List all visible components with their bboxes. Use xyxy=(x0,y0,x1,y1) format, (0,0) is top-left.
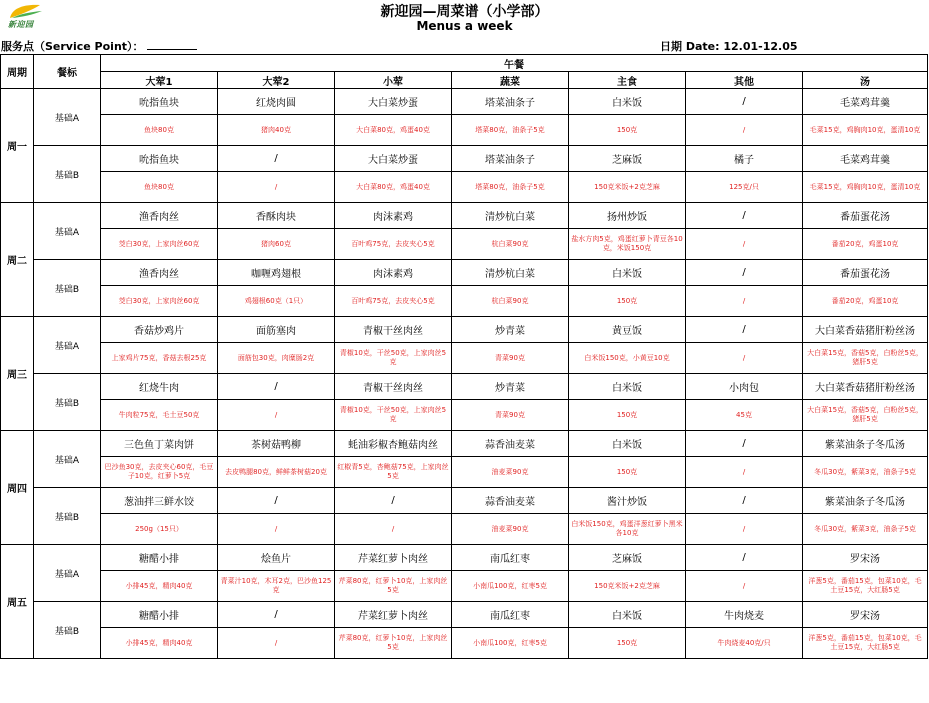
dish-cell: 白米饭 xyxy=(569,431,686,457)
ingredient-detail-cell: 上家鸡片75克，香菇去根25克 xyxy=(101,343,218,374)
standard-cell: 基础B xyxy=(34,488,101,545)
dish-cell: / xyxy=(218,146,335,172)
dish-row xyxy=(1,488,928,514)
ingredient-detail-cell: 大白菜15克，香菇5克，白粉丝5克，猪肝5克 xyxy=(803,343,928,374)
ingredient-detail-cell: 巴沙鱼30克，去皮夹心60克，毛豆子10克，红萝卜5克 xyxy=(101,457,218,488)
dish-cell: 芹菜红萝卜肉丝 xyxy=(335,602,452,628)
dish-cell: 蚝油彩椒杏鲍菇肉丝 xyxy=(335,431,452,457)
dish-cell: 扬州炒饭 xyxy=(569,203,686,229)
ingredient-detail-cell: / xyxy=(686,115,803,146)
dish-cell: 紫菜油条子冬瓜汤 xyxy=(803,431,928,457)
detail-row xyxy=(1,343,928,374)
dish-cell: 大白菜香菇猪肝粉丝汤 xyxy=(803,374,928,400)
ingredient-detail-cell: / xyxy=(218,628,335,659)
dish-cell: 红烧牛肉 xyxy=(101,374,218,400)
detail-row xyxy=(1,457,928,488)
detail-row xyxy=(1,571,928,602)
weekly-menu-table xyxy=(0,54,928,659)
ingredient-detail-cell: 茭白30克，上家肉丝60克 xyxy=(101,286,218,317)
ingredient-detail-cell: 芹菜80克，红萝卜10克，上家肉丝5克 xyxy=(335,571,452,602)
standard-cell: 基础B xyxy=(34,146,101,203)
dish-cell: 牛肉烧麦 xyxy=(686,602,803,628)
ingredient-detail-cell: 去皮鸭腿80克，鲜鲜茶树菇20克 xyxy=(218,457,335,488)
date-range xyxy=(660,38,798,54)
ingredient-detail-cell: 猪肉60克 xyxy=(218,229,335,260)
dish-cell: 番茄蛋花汤 xyxy=(803,203,928,229)
ingredient-detail-cell: 白米饭150克，鸡蛋洋葱红萝卜黑米各10克 xyxy=(569,514,686,545)
header-column: 大荤1 xyxy=(101,72,218,89)
dish-row xyxy=(1,545,928,571)
header-column: 其他 xyxy=(686,72,803,89)
ingredient-detail-cell: / xyxy=(218,514,335,545)
ingredient-detail-cell: 150克 xyxy=(569,400,686,431)
ingredient-detail-cell: / xyxy=(686,457,803,488)
date-label: 日期 Date: xyxy=(660,40,720,53)
detail-row xyxy=(1,115,928,146)
dish-cell: 糖醋小排 xyxy=(101,602,218,628)
dish-cell: 南瓜红枣 xyxy=(452,602,569,628)
ingredient-detail-cell: / xyxy=(686,343,803,374)
ingredient-detail-cell: 青椒10克，干丝50克，上家肉丝5克 xyxy=(335,343,452,374)
detail-row xyxy=(1,229,928,260)
header-lunch: 午餐 xyxy=(101,55,928,72)
dish-cell: 茶树菇鸭柳 xyxy=(218,431,335,457)
ingredient-detail-cell: 大白菜15克，香菇5克，白粉丝5克，猪肝5克 xyxy=(803,400,928,431)
ingredient-detail-cell: 牛肉粒75克，毛土豆50克 xyxy=(101,400,218,431)
dish-cell: 芝麻饭 xyxy=(569,146,686,172)
detail-row xyxy=(1,400,928,431)
ingredient-detail-cell: 油麦菜90克 xyxy=(452,457,569,488)
dish-cell: 青椒干丝肉丝 xyxy=(335,374,452,400)
ingredient-detail-cell: 百叶鸡75克，去皮夹心5克 xyxy=(335,286,452,317)
ingredient-detail-cell: 小南瓜100克，红枣5克 xyxy=(452,571,569,602)
dish-cell: 小肉包 xyxy=(686,374,803,400)
detail-row xyxy=(1,172,928,203)
dish-cell: / xyxy=(218,488,335,514)
header-column: 小荤 xyxy=(335,72,452,89)
ingredient-detail-cell: 油麦菜90克 xyxy=(452,514,569,545)
ingredient-detail-cell: 150克 xyxy=(569,115,686,146)
standard-cell: 基础A xyxy=(34,545,101,602)
header-week: 周期 xyxy=(1,55,34,89)
dish-row xyxy=(1,317,928,343)
dish-cell: 炒青菜 xyxy=(452,317,569,343)
dish-cell: 大白菜香菇猪肝粉丝汤 xyxy=(803,317,928,343)
dish-row xyxy=(1,431,928,457)
dish-cell: / xyxy=(686,488,803,514)
day-cell: 周一 xyxy=(1,89,34,203)
ingredient-detail-cell: 小南瓜100克，红枣5克 xyxy=(452,628,569,659)
dish-cell: 毛菜鸡茸羹 xyxy=(803,89,928,115)
dish-cell: 清炒杭白菜 xyxy=(452,260,569,286)
ingredient-detail-cell: 大白菜80克，鸡蛋40克 xyxy=(335,172,452,203)
date-value: 12.01-12.05 xyxy=(723,40,798,53)
dish-cell: 南瓜红枣 xyxy=(452,545,569,571)
header-column: 蔬菜 xyxy=(452,72,569,89)
ingredient-detail-cell: 青椒10克，干丝50克，上家肉丝5克 xyxy=(335,400,452,431)
page-title: 新迎园—周菜谱（小学部） xyxy=(380,4,549,20)
detail-row xyxy=(1,514,928,545)
day-cell: 周二 xyxy=(1,203,34,317)
ingredient-detail-cell: 小排45克，精肉40克 xyxy=(101,628,218,659)
ingredient-detail-cell: 125克/只 xyxy=(686,172,803,203)
ingredient-detail-cell: / xyxy=(335,514,452,545)
dish-cell: 吮指鱼块 xyxy=(101,89,218,115)
dish-row xyxy=(1,203,928,229)
ingredient-detail-cell: 塔菜80克，油条子5克 xyxy=(452,115,569,146)
service-point-label: 服务点（Service Point）： xyxy=(1,40,144,53)
dish-cell: / xyxy=(686,203,803,229)
ingredient-detail-cell: / xyxy=(686,286,803,317)
ingredient-detail-cell: 150克米饭+2克芝麻 xyxy=(569,172,686,203)
standard-cell: 基础A xyxy=(34,89,101,146)
ingredient-detail-cell: 150克米饭+2克芝麻 xyxy=(569,571,686,602)
ingredient-detail-cell: 百叶鸡75克，去皮夹心5克 xyxy=(335,229,452,260)
dish-cell: / xyxy=(686,260,803,286)
dish-row xyxy=(1,146,928,172)
ingredient-detail-cell: 牛肉烧麦40克/只 xyxy=(686,628,803,659)
ingredient-detail-cell: 小排45克，精肉40克 xyxy=(101,571,218,602)
ingredient-detail-cell: 150克 xyxy=(569,286,686,317)
dish-cell: / xyxy=(218,602,335,628)
dish-cell: 酱汁炒饭 xyxy=(569,488,686,514)
header-column: 大荤2 xyxy=(218,72,335,89)
day-cell: 周三 xyxy=(1,317,34,431)
ingredient-detail-cell: 杭白菜90克 xyxy=(452,286,569,317)
dish-cell: 芝麻饭 xyxy=(569,545,686,571)
ingredient-detail-cell: 洋葱5克，番茄15克，包菜10克，毛土豆15克，大红肠5克 xyxy=(803,628,928,659)
ingredient-detail-cell: 毛菜15克，鸡胸肉10克，蛋清10克 xyxy=(803,115,928,146)
ingredient-detail-cell: / xyxy=(686,514,803,545)
dish-cell: / xyxy=(218,374,335,400)
header-column: 汤 xyxy=(803,72,928,89)
dish-cell: 肉沫素鸡 xyxy=(335,260,452,286)
ingredient-detail-cell: 番茄20克，鸡蛋10克 xyxy=(803,229,928,260)
ingredient-detail-cell: 芹菜80克，红萝卜10克，上家肉丝5克 xyxy=(335,628,452,659)
ingredient-detail-cell: 鱼块80克 xyxy=(101,115,218,146)
dish-cell: 罗宋汤 xyxy=(803,545,928,571)
dish-cell: 烩鱼片 xyxy=(218,545,335,571)
day-cell: 周四 xyxy=(1,431,34,545)
header-standard: 餐标 xyxy=(34,55,101,89)
dish-cell: 肉沫素鸡 xyxy=(335,203,452,229)
dish-cell: 黄豆饭 xyxy=(569,317,686,343)
ingredient-detail-cell: 杭白菜90克 xyxy=(452,229,569,260)
dish-cell: 塔菜油条子 xyxy=(452,146,569,172)
standard-cell: 基础B xyxy=(34,374,101,431)
service-point xyxy=(1,38,197,54)
ingredient-detail-cell: 毛菜15克，鸡胸肉10克，蛋清10克 xyxy=(803,172,928,203)
dish-cell: 吮指鱼块 xyxy=(101,146,218,172)
dish-cell: 香菇炒鸡片 xyxy=(101,317,218,343)
dish-cell: 大白菜炒蛋 xyxy=(335,146,452,172)
ingredient-detail-cell: / xyxy=(218,400,335,431)
dish-cell: 大白菜炒蛋 xyxy=(335,89,452,115)
dish-cell: 罗宋汤 xyxy=(803,602,928,628)
dish-cell: / xyxy=(686,317,803,343)
standard-cell: 基础A xyxy=(34,317,101,374)
logo-text: 新迎园 xyxy=(8,19,34,29)
ingredient-detail-cell: 红椒青5克，杏鲍菇75克，上家肉丝5克 xyxy=(335,457,452,488)
ingredient-detail-cell: 青菜90克 xyxy=(452,400,569,431)
dish-cell: 红烧肉圆 xyxy=(218,89,335,115)
ingredient-detail-cell: 鸡翅根60克（1只） xyxy=(218,286,335,317)
dish-cell: 香酥肉块 xyxy=(218,203,335,229)
dish-cell: 毛菜鸡茸羹 xyxy=(803,146,928,172)
ingredient-detail-cell: 洋葱5克，番茄15克，包菜10克，毛土豆15克，大红肠5克 xyxy=(803,571,928,602)
dish-cell: 芹菜红萝卜肉丝 xyxy=(335,545,452,571)
dish-cell: 糖醋小排 xyxy=(101,545,218,571)
dish-cell: 青椒干丝肉丝 xyxy=(335,317,452,343)
dish-cell: 蒜香油麦菜 xyxy=(452,431,569,457)
detail-row xyxy=(1,286,928,317)
ingredient-detail-cell: 白米饭150克，小黄豆10克 xyxy=(569,343,686,374)
standard-cell: 基础B xyxy=(34,260,101,317)
ingredient-detail-cell: 大白菜80克，鸡蛋40克 xyxy=(335,115,452,146)
ingredient-detail-cell: / xyxy=(686,571,803,602)
ingredient-detail-cell: 冬瓜30克，紫菜3克，油条子5克 xyxy=(803,514,928,545)
dish-cell: / xyxy=(686,89,803,115)
dish-cell: 白米饭 xyxy=(569,89,686,115)
dish-row xyxy=(1,260,928,286)
dish-cell: 白米饭 xyxy=(569,260,686,286)
ingredient-detail-cell: 塔菜80克，油条子5克 xyxy=(452,172,569,203)
standard-cell: 基础B xyxy=(34,602,101,659)
day-cell: 周五 xyxy=(1,545,34,659)
ingredient-detail-cell: 45克 xyxy=(686,400,803,431)
dish-row xyxy=(1,602,928,628)
ingredient-detail-cell: 青菜90克 xyxy=(452,343,569,374)
ingredient-detail-cell: 盐水方肉5克，鸡蛋红萝卜青豆各10克，米饭150克 xyxy=(569,229,686,260)
dish-cell: 紫菜油条子冬瓜汤 xyxy=(803,488,928,514)
service-point-blank xyxy=(147,39,197,50)
dish-cell: 炒青菜 xyxy=(452,374,569,400)
dish-row xyxy=(1,374,928,400)
dish-cell: / xyxy=(335,488,452,514)
ingredient-detail-cell: 茭白30克，上家肉丝60克 xyxy=(101,229,218,260)
dish-cell: 三色鱼丁菜肉饼 xyxy=(101,431,218,457)
ingredient-detail-cell: 150克 xyxy=(569,628,686,659)
dish-cell: 葱油拌三鲜水饺 xyxy=(101,488,218,514)
dish-cell: 清炒杭白菜 xyxy=(452,203,569,229)
header-column: 主食 xyxy=(569,72,686,89)
dish-cell: / xyxy=(686,431,803,457)
ingredient-detail-cell: 猪肉40克 xyxy=(218,115,335,146)
ingredient-detail-cell: / xyxy=(686,229,803,260)
ingredient-detail-cell: 150克 xyxy=(569,457,686,488)
dish-row xyxy=(1,89,928,115)
ingredient-detail-cell: 面筋包30克，肉糜肠2克 xyxy=(218,343,335,374)
ingredient-detail-cell: / xyxy=(218,172,335,203)
standard-cell: 基础A xyxy=(34,431,101,488)
ingredient-detail-cell: 冬瓜30克，紫菜3克，油条子5克 xyxy=(803,457,928,488)
ingredient-detail-cell: 鱼块80克 xyxy=(101,172,218,203)
dish-cell: / xyxy=(686,545,803,571)
detail-row xyxy=(1,628,928,659)
dish-cell: 橘子 xyxy=(686,146,803,172)
dish-cell: 渔香肉丝 xyxy=(101,260,218,286)
ingredient-detail-cell: 250g（15只） xyxy=(101,514,218,545)
dish-cell: 塔菜油条子 xyxy=(452,89,569,115)
dish-cell: 蒜香油麦菜 xyxy=(452,488,569,514)
dish-cell: 番茄蛋花汤 xyxy=(803,260,928,286)
dish-cell: 面筋塞肉 xyxy=(218,317,335,343)
dish-cell: 白米饭 xyxy=(569,602,686,628)
dish-cell: 渔香肉丝 xyxy=(101,203,218,229)
ingredient-detail-cell: 青菜汁10克，木耳2克，巴沙鱼125克 xyxy=(218,571,335,602)
standard-cell: 基础A xyxy=(34,203,101,260)
dish-cell: 咖喱鸡翅根 xyxy=(218,260,335,286)
page-subtitle: Menus a week xyxy=(416,19,513,33)
dish-cell: 白米饭 xyxy=(569,374,686,400)
ingredient-detail-cell: 番茄20克，鸡蛋10克 xyxy=(803,286,928,317)
